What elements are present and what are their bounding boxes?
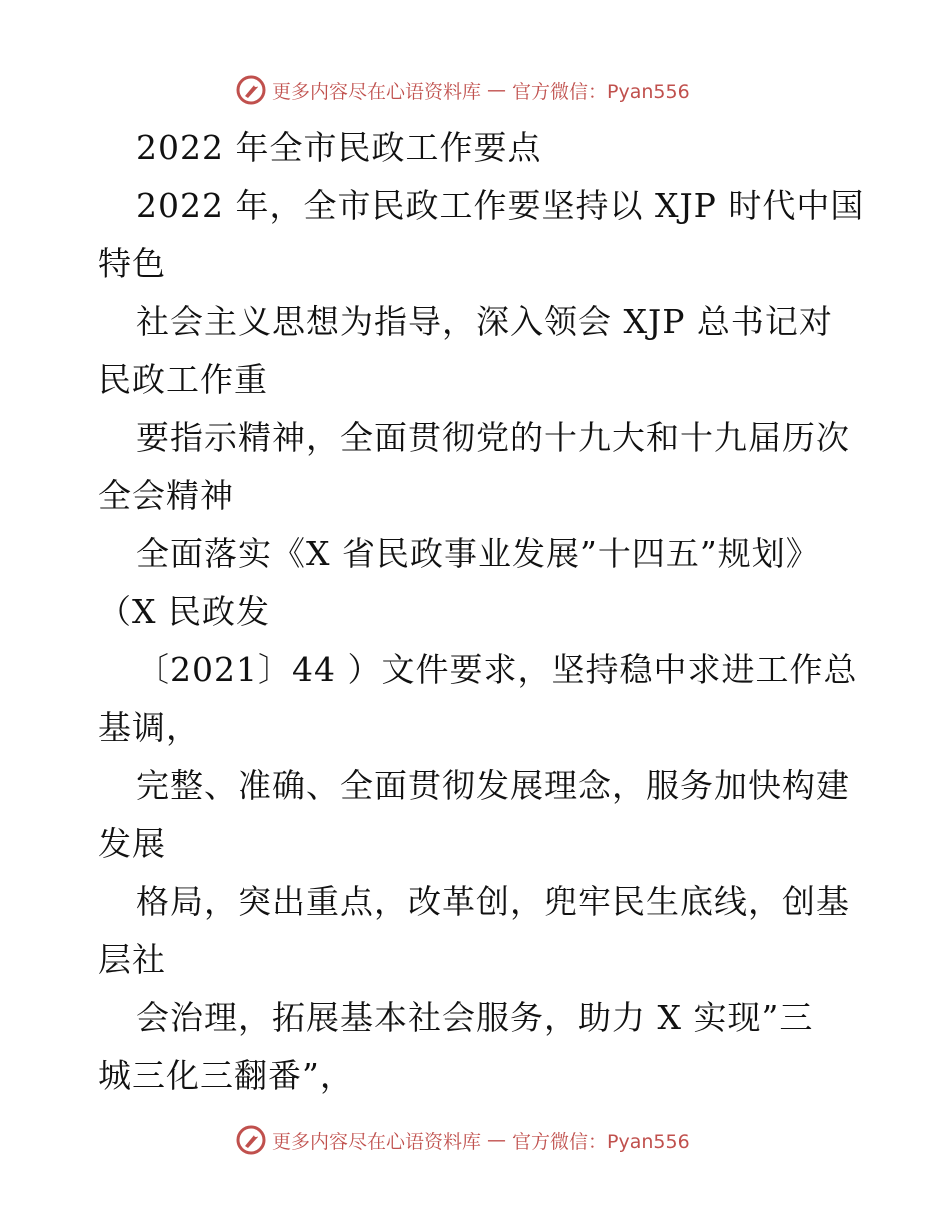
watermark-footer (236, 1122, 690, 1158)
watermark-separator: — (487, 79, 507, 101)
paragraph-line: （X 民政发 (98, 592, 270, 631)
watermark-main-text: 更多内容尽在心语资料库 (272, 1130, 482, 1153)
paragraph-line: 基调， (98, 708, 200, 747)
paragraph-line: 全面落实《X 省民政事业发展”十四五”规划》 (136, 534, 820, 573)
document-title: 2022 年全市民政工作要点 (136, 128, 542, 167)
paragraph-line: 城三化三翻番”， (98, 1056, 354, 1095)
watermark-contact-text: 官方微信：Pyan556 (512, 1130, 690, 1153)
watermark-separator: — (487, 1129, 507, 1151)
pen-nib-logo-icon (236, 75, 266, 105)
paragraph-line: 民政工作重 (98, 360, 268, 399)
paragraph-line: 全会精神 (98, 476, 234, 515)
paragraph-line: 要指示精神，全面贯彻党的十九大和十九届历次 (136, 418, 850, 457)
paragraph-line: 2022 年，全市民政工作要坚持以 XJP 时代中国 (136, 186, 865, 225)
paragraph-line: 发展 (98, 824, 166, 863)
watermark-contact-text: 官方微信：Pyan556 (512, 80, 690, 103)
paragraph-line: 完整、准确、全面贯彻发展理念，服务加快构建 (136, 766, 850, 805)
pen-nib-logo-icon (236, 1125, 266, 1155)
paragraph-line: 〔2021〕44 ）文件要求，坚持稳中求进工作总 (136, 650, 858, 689)
paragraph-line: 格局，突出重点，改革创，兜牢民生底线，创基 (136, 882, 850, 921)
watermark-main-text: 更多内容尽在心语资料库 (272, 80, 482, 103)
paragraph-line: 社会主义思想为指导，深入领会 XJP 总书记对 (136, 302, 833, 341)
paragraph-line: 特色 (98, 244, 166, 283)
paragraph-line: 层社 (98, 940, 166, 979)
watermark-header (236, 72, 690, 108)
paragraph-line: 会治理，拓展基本社会服务，助力 X 实现”三 (136, 998, 814, 1037)
